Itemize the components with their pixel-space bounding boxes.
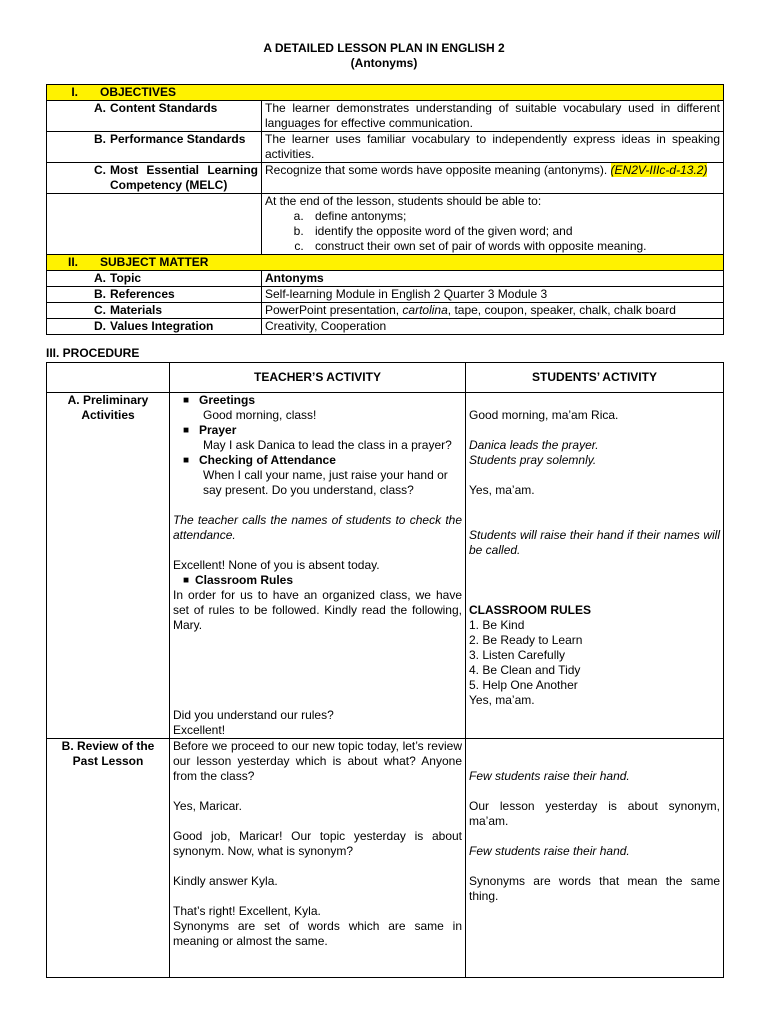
prayer-text: May I ask Danica to lead the class in a prayer?	[203, 438, 452, 452]
teacher-activity-header: TEACHER’S ACTIVITY	[170, 363, 466, 393]
few-students-text: Few students raise their hand.	[469, 844, 630, 858]
synonym-definition-text: Synonyms are set of words which are same in meaning or almost the same.	[173, 919, 462, 948]
preliminary-label-line2: Activities	[81, 408, 135, 422]
melc-text: Recognize that some words have opposite meaning (antonyms).	[265, 163, 608, 177]
rule-item: 5. Help One Another	[469, 678, 578, 692]
bullet-icon: ■	[182, 425, 190, 436]
rule-item: 3. Listen Carefully	[469, 648, 566, 662]
references-row	[47, 287, 724, 303]
objectives-number: I.	[71, 85, 78, 99]
objectives-header-row	[47, 85, 724, 101]
rule-item: 2. Be Ready to Learn	[469, 633, 583, 647]
materials-value	[262, 303, 724, 319]
melc-label: Most Essential Learning Competency (MELC)	[110, 163, 258, 192]
review-label	[47, 739, 170, 978]
review-label-line2: Past Lesson	[72, 754, 144, 768]
materials-value-start: PowerPoint presentation,	[265, 303, 403, 317]
preliminary-students	[466, 393, 724, 739]
outcome-item: a. define antonyms;	[307, 209, 720, 224]
performance-standards-label: Performance Standards	[110, 132, 246, 146]
subject-matter-heading: SUBJECT MATTER	[100, 255, 209, 269]
topic-row	[47, 271, 724, 287]
classroom-rules-title: CLASSROOM RULES	[469, 603, 592, 617]
answer-definition-text: Synonyms are words that mean the same thing.	[469, 874, 720, 903]
review-teacher	[170, 739, 466, 978]
students-activity-header: STUDENTS’ ACTIVITY	[466, 363, 724, 393]
row-letter: D.	[94, 319, 106, 333]
document-title: A DETAILED LESSON PLAN IN ENGLISH 2	[263, 41, 505, 55]
bullet-icon: ■	[182, 455, 190, 466]
materials-value-end: , tape, coupon, speaker, chalk, chalk board	[447, 303, 676, 317]
attendance-head: Checking of Attendance	[199, 453, 336, 467]
materials-row	[47, 303, 724, 319]
outcomes-intro: At the end of the lesson, students should be able to:	[265, 194, 542, 208]
attendance-text: When I call your name, just raise your hand or say present. Do you understand, class?	[203, 468, 448, 497]
classroom-rules-text: In order for us to have an organized class, we have set of rules to be followed. Kindly read the following, Mary.	[173, 588, 462, 632]
outcomes-row	[47, 194, 724, 255]
bullet-icon: ■	[182, 395, 190, 406]
prayer-pray-text: Students pray solemnly.	[469, 453, 597, 467]
outcome-item: b. identify the opposite word of the given word; and	[307, 224, 720, 239]
classroom-rules-head: Classroom Rules	[195, 573, 294, 587]
few-students-text: Few students raise their hand.	[469, 769, 630, 783]
calls-names-text: The teacher calls the names of students to check the attendance.	[173, 513, 462, 542]
row-letter: A.	[94, 271, 106, 285]
review-row	[47, 739, 724, 978]
values-value: Creativity, Cooperation	[262, 319, 724, 335]
content-standards-row	[47, 101, 724, 132]
greetings-text: Good morning, class!	[203, 408, 317, 422]
row-letter: B.	[94, 132, 106, 146]
bullet-icon: ■	[182, 575, 190, 586]
understand-rules-text: Did you understand our rules?	[173, 708, 334, 722]
materials-label: Materials	[110, 303, 163, 317]
procedure-heading: III. PROCEDURE	[46, 346, 140, 360]
values-row	[47, 319, 724, 335]
excellent-none-text: Excellent! None of you is absent today.	[173, 558, 380, 572]
values-label: Values Integration	[110, 319, 214, 333]
document-subtitle: (Antonyms)	[350, 56, 418, 70]
review-students	[466, 739, 724, 978]
review-label-line1: B. Review of the	[61, 739, 155, 753]
kindly-kyla-text: Kindly answer Kyla.	[173, 874, 278, 888]
procedure-header-row	[47, 363, 724, 393]
preliminary-label-line1: A. Preliminary	[67, 393, 149, 407]
row-letter: B.	[94, 287, 106, 301]
greeting-reply: Good morning, ma’am Rica.	[469, 408, 619, 422]
references-label: References	[110, 287, 175, 301]
raise-hand-text: Students will raise their hand if their names will be called.	[469, 528, 720, 557]
subject-matter-header-row	[47, 255, 724, 271]
good-job-text: Good job, Maricar! Our topic yesterday is about synonym. Now, what is synonym?	[173, 829, 462, 858]
melc-code: (EN2V-IIIc-d-13.2)	[610, 163, 708, 177]
references-value: Self-learning Module in English 2 Quarter 3 Module 3	[262, 287, 724, 303]
outcomes-list	[265, 209, 720, 254]
prayer-lead-text: Danica leads the prayer.	[469, 438, 599, 452]
performance-standards-text: The learner uses familiar vocabulary to independently express ideas in speaking activities.	[262, 132, 724, 163]
rule-item: 1. Be Kind	[469, 618, 525, 632]
subject-matter-number: II.	[67, 255, 78, 269]
excellent-text: Excellent!	[173, 723, 226, 737]
review-intro-text: Before we proceed to our new topic today, let’s review our lesson yesterday which is about what? Anyone from the class?	[173, 739, 462, 783]
greetings-head: Greetings	[199, 393, 256, 407]
preliminary-teacher	[170, 393, 466, 739]
yes-reply: Yes, ma’am.	[469, 483, 535, 497]
row-letter: C.	[94, 163, 106, 177]
content-standards-text: The learner demonstrates understanding of suitable vocabulary used in different languages for effective communication.	[262, 101, 724, 132]
content-standards-label: Content Standards	[110, 101, 218, 115]
prayer-head: Prayer	[199, 423, 237, 437]
row-letter: A.	[94, 101, 106, 115]
melc-row	[47, 163, 724, 194]
procedure-table	[46, 362, 724, 978]
row-letter: C.	[94, 303, 106, 317]
performance-standards-row	[47, 132, 724, 163]
preliminary-label	[47, 393, 170, 739]
thats-right-text: That’s right! Excellent, Kyla.	[173, 904, 321, 918]
yes-maricar-text: Yes, Maricar.	[173, 799, 242, 813]
yes-reply: Yes, ma’am.	[469, 693, 535, 707]
topic-value: Antonyms	[262, 271, 724, 287]
preliminary-row	[47, 393, 724, 739]
topic-label: Topic	[110, 271, 142, 285]
outcome-item: c. construct their own set of pair of words with opposite meaning.	[307, 239, 720, 254]
objectives-table	[46, 84, 724, 335]
materials-value-italic: cartolina	[402, 303, 448, 317]
answer-synonym-text: Our lesson yesterday is about synonym, ma’am.	[469, 799, 720, 828]
rule-item: 4. Be Clean and Tidy	[469, 663, 581, 677]
objectives-heading: OBJECTIVES	[100, 85, 177, 99]
